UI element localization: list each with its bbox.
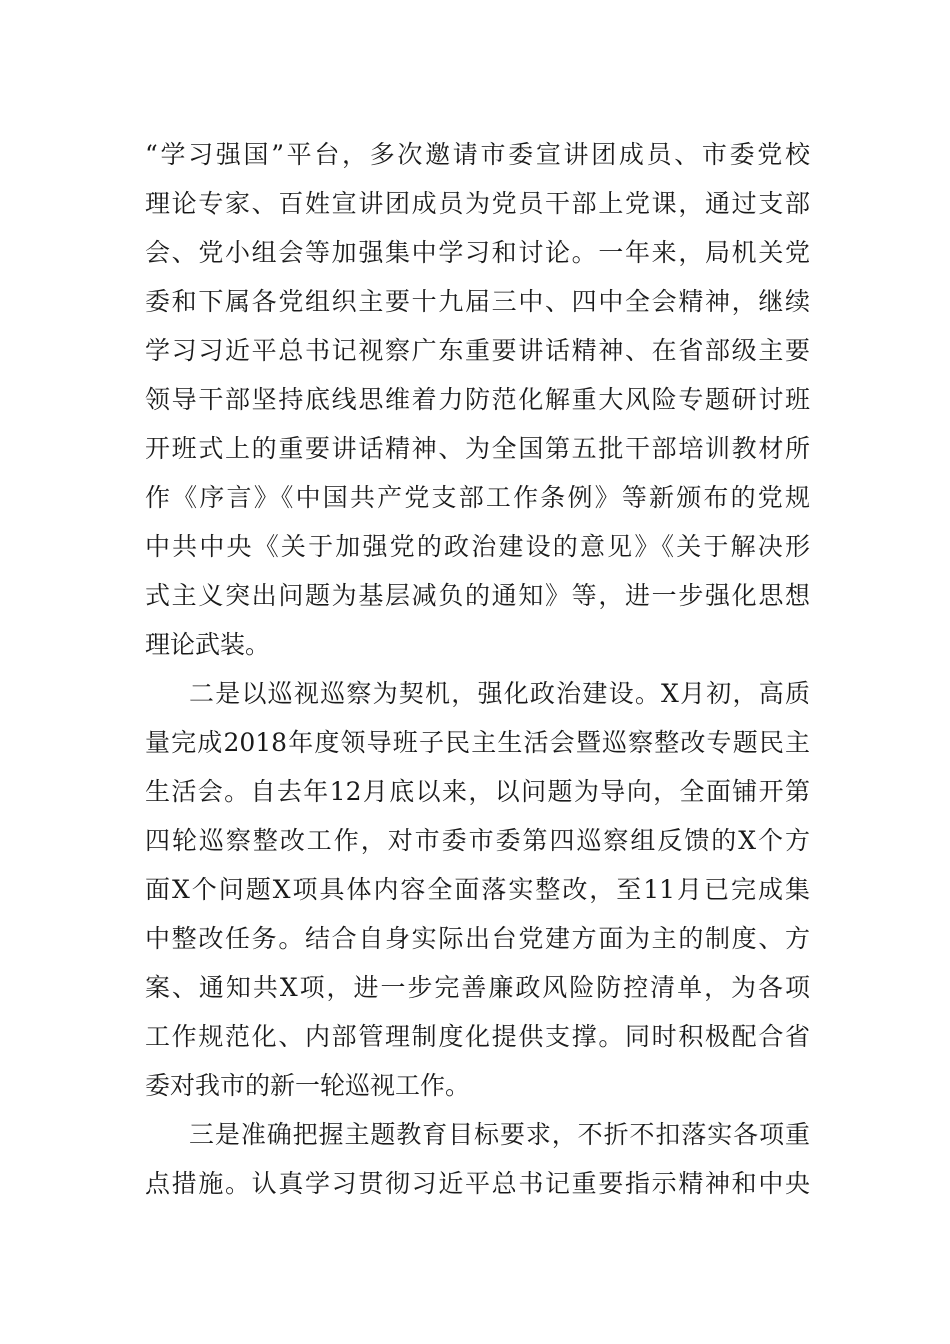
paragraph-first-line: 三是准确把握主题教育目标要求，不折不扣落实各项重 [189, 1120, 810, 1149]
text-line: 作《序言》《中国共产党支部工作条例》等新颁布的党规 [145, 483, 810, 512]
text-line: 工作规范化、内部管理制度化提供支撑。同时积极配合省 [145, 1022, 810, 1051]
text-line: 点措施。认真学习贯彻习近平总书记重要指示精神和中央 [145, 1169, 810, 1198]
text-line: 会、党小组会等加强集中学习和讨论。一年来，局机关党 [145, 238, 810, 267]
text-line: 生活会。自去年12月底以来，以问题为导向，全面铺开第 [145, 777, 810, 806]
text-line: 中整改任务。结合自身实际出台党建方面为主的制度、方 [145, 924, 810, 953]
text-line: 开班式上的重要讲话精神、为全国第五批干部培训教材所 [145, 434, 810, 463]
text-line: 委和下属各党组织主要十九届三中、四中全会精神，继续 [145, 287, 810, 316]
text-line: 领导干部坚持底线思维着力防范化解重大风险专题研讨班 [145, 385, 810, 414]
text-line: 式主义突出问题为基层减负的通知》等，进一步强化思想 [145, 581, 810, 610]
body-text [145, 130, 810, 1208]
text-line: 理论武装。 [145, 630, 271, 659]
text-line: 案、通知共X项，进一步完善廉政风险防控清单，为各项 [145, 973, 810, 1002]
text-line: 量完成2018年度领导班子民主生活会暨巡察整改专题民主 [145, 728, 810, 757]
text-line: 中共中央《关于加强党的政治建设的意见》《关于解决形 [145, 532, 810, 561]
text-line: 学习习近平总书记视察广东重要讲话精神、在省部级主要 [145, 336, 810, 365]
text-line: 面X个问题X项具体内容全面落实整改，至11月已完成集 [145, 875, 810, 904]
text-line: 四轮巡察整改工作，对市委市委第四巡察组反馈的X个方 [145, 826, 810, 855]
text-line: 委对我市的新一轮巡视工作。 [145, 1071, 471, 1100]
text-line: “学习强国”平台，多次邀请市委宣讲团成员、市委党校 [145, 140, 810, 169]
paragraph-first-line: 二是以巡视巡察为契机，强化政治建设。X月初，高质 [189, 679, 810, 708]
text-line: 理论专家、百姓宣讲团成员为党员干部上党课，通过支部 [145, 189, 810, 218]
